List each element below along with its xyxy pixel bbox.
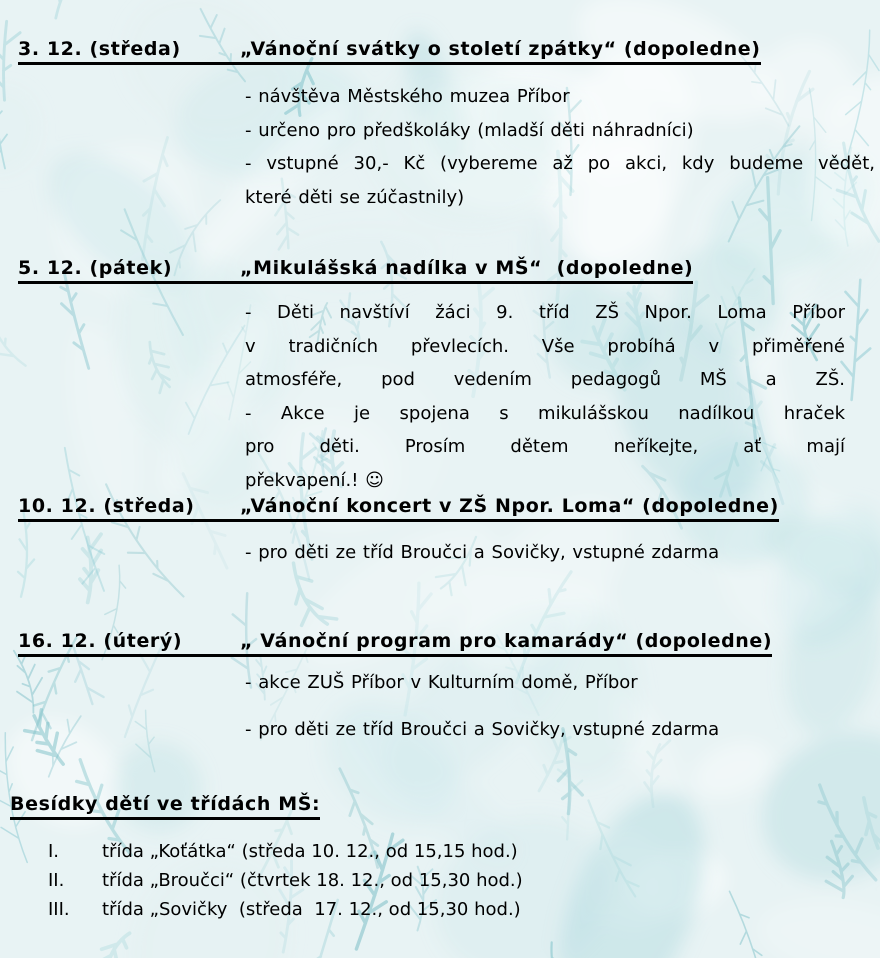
- event-date: 3. 12. (středa): [18, 38, 181, 60]
- event-title: „Vánoční koncert v ZŠ Npor. Loma“ (dopoledne): [240, 495, 779, 517]
- event-date: 10. 12. (středa): [18, 495, 195, 517]
- class-parties-heading-text: Besídky dětí ve třídách MŠ:: [10, 793, 321, 815]
- event-date: 5. 12. (pátek): [18, 257, 173, 279]
- event-detail-line: pro děti. Prosím dětem neříkejte, ať mají: [245, 436, 845, 457]
- event-section-4: [18, 628, 876, 654]
- event-detail-line: - Děti navštíví žáci 9. tříd ZŠ Npor. Loma Příbor: [245, 302, 845, 323]
- event-date: 16. 12. (úterý): [18, 630, 183, 652]
- party-list-item: [48, 866, 523, 895]
- party-list-item: [48, 837, 523, 866]
- event-detail-line: atmosféře, pod vedením pedagogů MŠ a ZŠ.: [245, 369, 845, 390]
- event-detail-line: - pro děti ze tříd Broučci a Sovičky, vstupné zdarma: [245, 542, 720, 563]
- event-section-3: [18, 493, 876, 519]
- event-title: „ Vánoční program pro kamarády“ (dopoledne): [240, 630, 773, 652]
- party-item-text: třída „Broučci“ (čtvrtek 18. 12., od 15,30 hod.): [102, 870, 523, 891]
- event-body-2: [18, 296, 876, 497]
- event-detail-line: - Akce je spojena s mikulášskou nadílkou hraček: [245, 402, 845, 424]
- event-heading-3: [18, 493, 779, 519]
- event-section-2: [18, 255, 876, 281]
- party-item-numeral: I.: [48, 841, 60, 862]
- event-heading-2: [18, 255, 693, 281]
- party-item-text: třída „Koťátka“ (středa 10. 12., od 15,15 hod.): [102, 841, 518, 862]
- event-detail-line: - akce ZUŠ Příbor v Kulturním domě, Příbor: [245, 672, 638, 693]
- event-section-1: [18, 36, 876, 62]
- event-title: „Vánoční svátky o století zpátky“ (dopoledne): [240, 38, 761, 60]
- event-detail-line: které děti se zúčastnily): [245, 186, 465, 208]
- class-parties-heading: [10, 791, 320, 817]
- event-heading-1: [18, 36, 761, 62]
- event-body-1: [18, 80, 876, 214]
- event-detail-line: v tradičních převlecích. Vše probíhá v přiměřené: [245, 335, 845, 357]
- event-detail-line: - vstupné 30,- Kč (vybereme až po akci, kdy budeme vědět,: [245, 153, 875, 174]
- event-body-3: [18, 536, 876, 570]
- event-detail-line-smiley: překvapení.! ☺: [245, 469, 384, 491]
- party-item-numeral: II.: [48, 870, 65, 891]
- party-list-item: [48, 895, 523, 924]
- party-item-numeral: III.: [48, 899, 70, 920]
- event-title: „Mikulášská nadílka v MŠ“ (dopoledne): [240, 257, 694, 279]
- event-heading-4: [18, 628, 772, 654]
- event-detail-line: - určeno pro předškoláky (mladší děti náhradníci): [245, 119, 694, 141]
- party-item-text: třída „Sovičky (středa 17. 12., od 15,30 hod.): [102, 899, 521, 920]
- event-body-4: [18, 666, 876, 746]
- event-detail-line: - pro děti ze tříd Broučci a Sovičky, vstupné zdarma: [245, 718, 720, 740]
- event-detail-line: - návštěva Městského muzea Příbor: [245, 86, 570, 107]
- class-parties-section: [10, 791, 320, 817]
- class-parties-list: [48, 837, 523, 924]
